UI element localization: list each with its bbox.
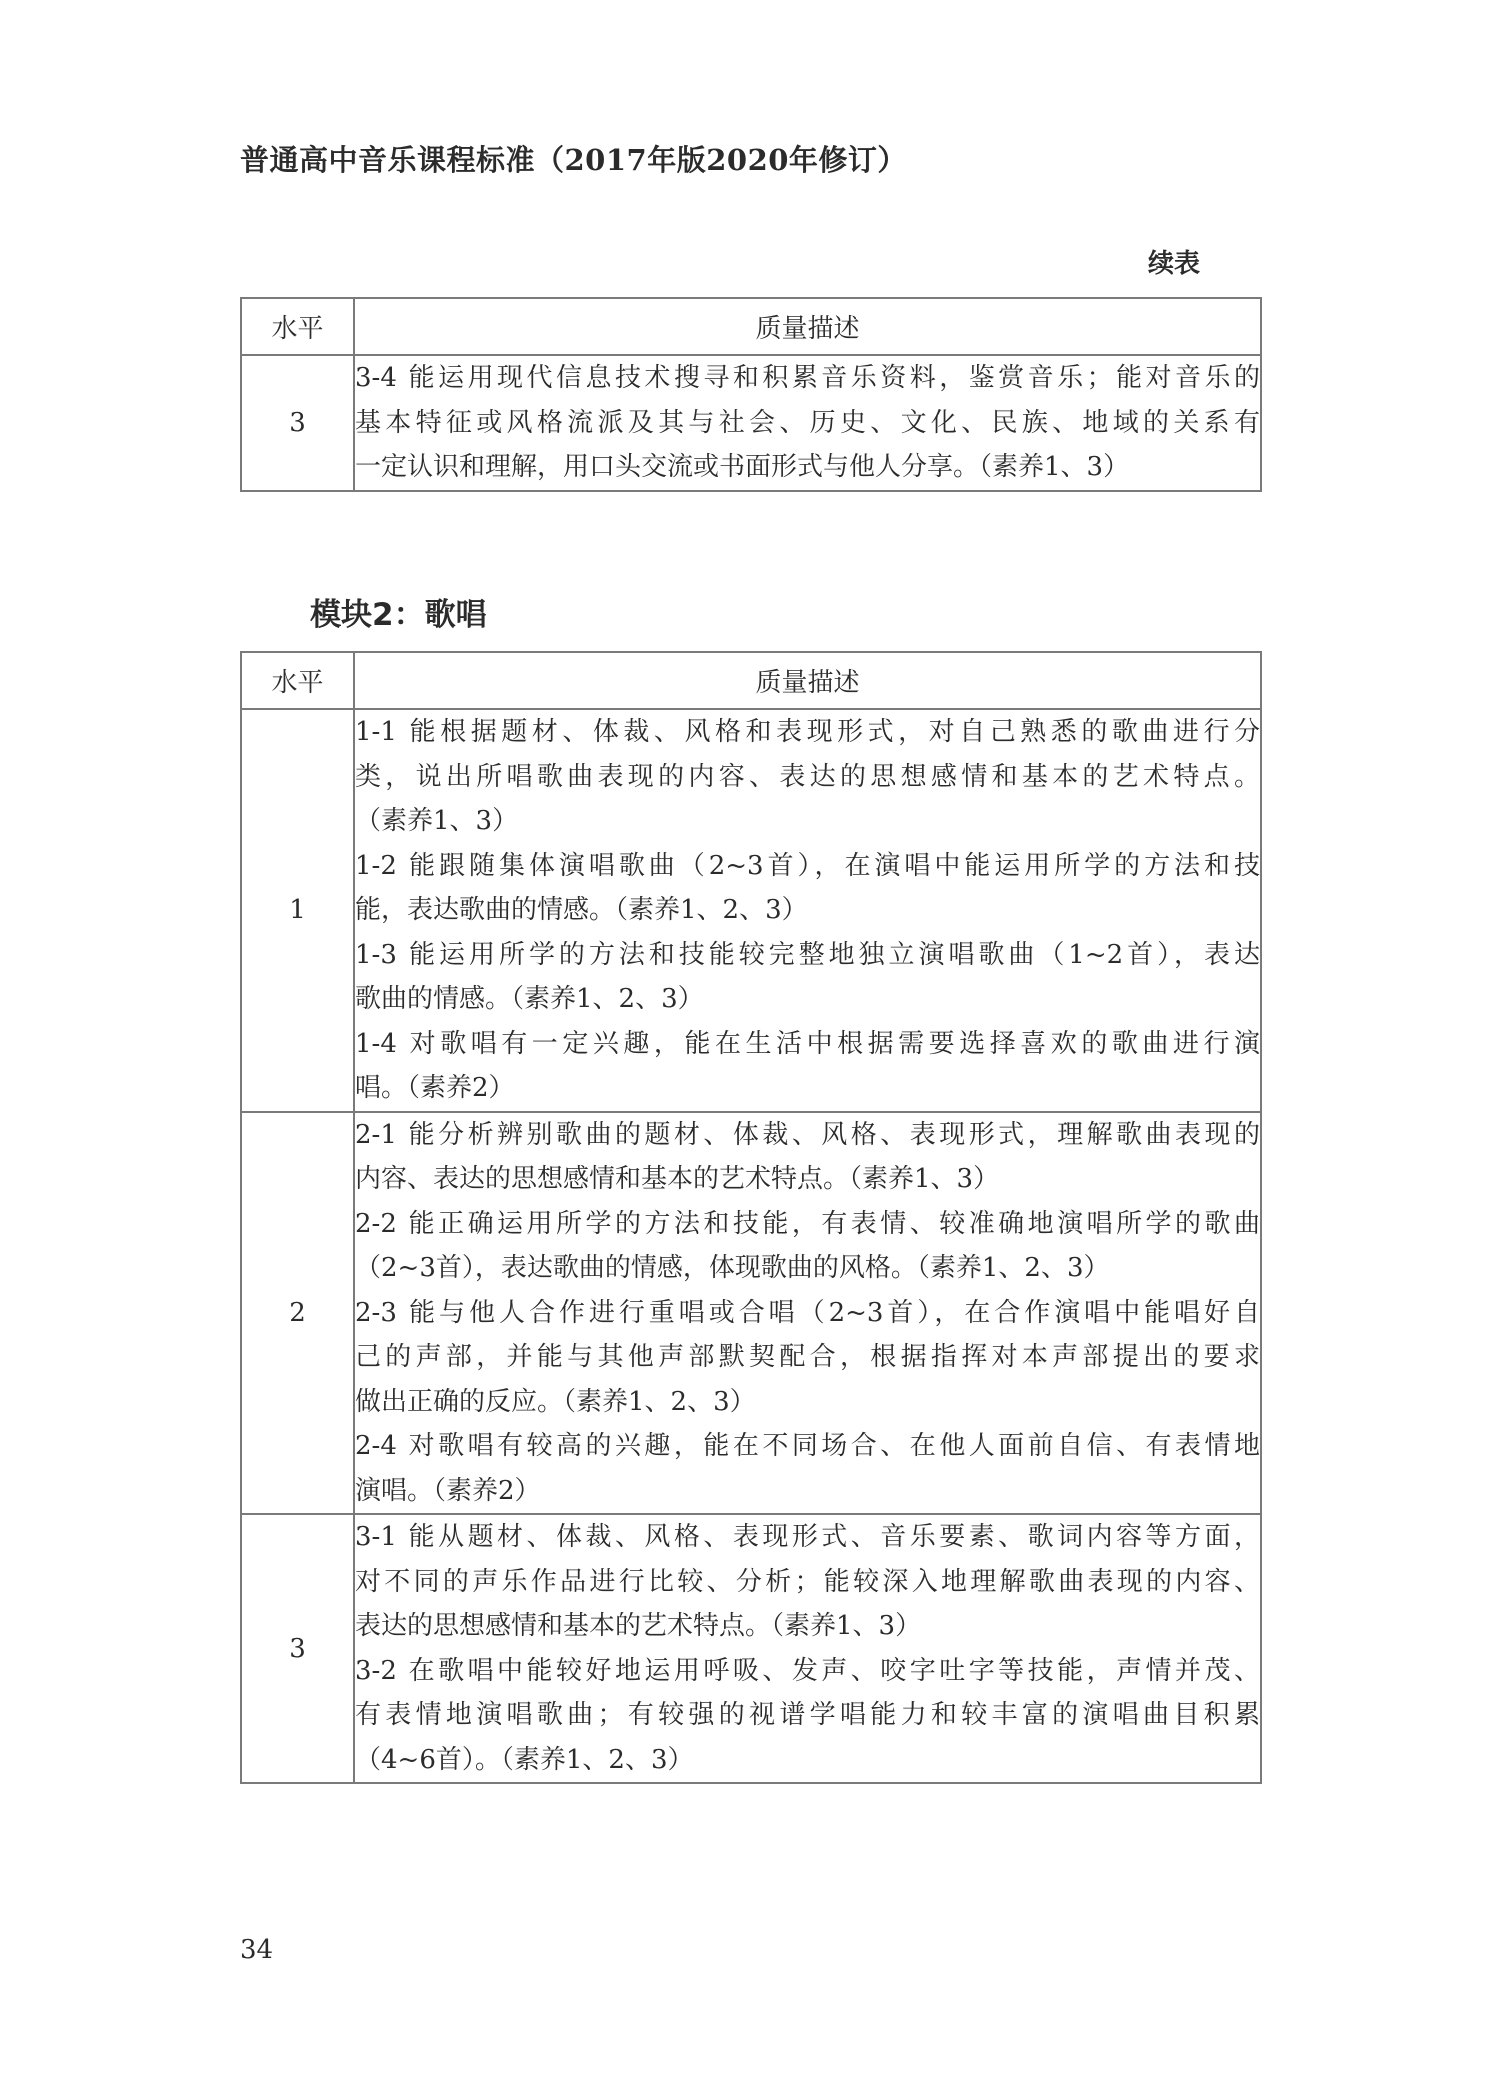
level-cell: 3 bbox=[241, 1514, 354, 1783]
description-line: 做出正确的反应。（素养1、2、3） bbox=[355, 1386, 756, 1417]
header-description: 质量描述 bbox=[354, 298, 1261, 355]
section-title: 模块2：歌唱 bbox=[310, 597, 487, 633]
description-line: 1-3 能运用所学的方法和技能较完整地独立演唱歌曲（1~2首），表达 bbox=[355, 939, 1260, 970]
description-line: 3-1 能从题材、体裁、风格、表现形式、音乐要素、歌词内容等方面， bbox=[355, 1522, 1260, 1552]
description-line: 己的声部，并能与其他声部默契配合，根据指挥对本声部提出的要求 bbox=[355, 1342, 1260, 1372]
description-cell bbox=[354, 1514, 1261, 1783]
quality-table-continued bbox=[240, 297, 1262, 492]
description-line: （2~3首），表达歌曲的情感，体现歌曲的风格。（素养1、2、3） bbox=[355, 1253, 1110, 1283]
description-line: 3-2 在歌唱中能较好地运用呼吸、发声、咬字吐字等技能，声情并茂、 bbox=[355, 1655, 1260, 1686]
level-cell: 3 bbox=[241, 355, 354, 491]
running-header-title: 普通高中音乐课程标准（2017年版2020年修订） bbox=[240, 143, 907, 177]
description-line: 1-2 能跟随集体演唱歌曲（2~3首），在演唱中能运用所学的方法和技 bbox=[355, 850, 1260, 881]
table-header-row bbox=[241, 652, 1261, 709]
table-header-row bbox=[241, 298, 1261, 355]
header-level: 水平 bbox=[241, 298, 354, 355]
description-cell bbox=[354, 1112, 1261, 1515]
description-line: 对不同的声乐作品进行比较、分析；能较深入地理解歌曲表现的内容、 bbox=[355, 1566, 1260, 1597]
description-line: 2-1 能分析辨别歌曲的题材、体裁、风格、表现形式，理解歌曲表现的 bbox=[355, 1119, 1260, 1150]
description-line: 基本特征或风格流派及其与社会、历史、文化、民族、地域的关系有 bbox=[355, 407, 1260, 438]
description-line: 2-4 对歌唱有较高的兴趣，能在不同场合、在他人面前自信、有表情地 bbox=[355, 1431, 1260, 1461]
continued-table-label: 续表 bbox=[1148, 249, 1201, 279]
header-level: 水平 bbox=[241, 652, 354, 709]
table-row bbox=[241, 1112, 1261, 1515]
description-line: 2-2 能正确运用所学的方法和技能，有表情、较准确地演唱所学的歌曲 bbox=[355, 1208, 1260, 1239]
level-cell: 2 bbox=[241, 1112, 354, 1515]
header-description: 质量描述 bbox=[354, 652, 1261, 709]
description-line: （素养1、3） bbox=[355, 806, 519, 836]
description-line: 2-3 能与他人合作进行重唱或合唱（2~3首），在合作演唱中能唱好自 bbox=[355, 1297, 1260, 1328]
description-cell bbox=[354, 709, 1261, 1112]
description-line: 歌曲的情感。（素养1、2、3） bbox=[355, 984, 704, 1014]
description-line: 唱。（素养2） bbox=[355, 1073, 515, 1103]
description-line: 一定认识和理解，用口头交流或书面形式与他人分享。（素养1、3） bbox=[355, 452, 1130, 482]
description-cell bbox=[354, 355, 1261, 491]
description-line: 3-4 能运用现代信息技术搜寻和积累音乐资料，鉴赏音乐；能对音乐的 bbox=[355, 363, 1260, 393]
description-line: 表达的思想感情和基本的艺术特点。（素养1、3） bbox=[355, 1611, 922, 1641]
description-line: 1-1 能根据题材、体裁、风格和表现形式，对自己熟悉的歌曲进行分 bbox=[355, 717, 1260, 747]
page-number: 34 bbox=[240, 1935, 274, 1965]
description-line: 类，说出所唱歌曲表现的内容、表达的思想感情和基本的艺术特点。 bbox=[355, 761, 1260, 792]
table-row bbox=[241, 355, 1261, 491]
table-row bbox=[241, 709, 1261, 1112]
description-line: （4~6首）。（素养1、2、3） bbox=[355, 1744, 694, 1775]
description-line: 内容、表达的思想感情和基本的艺术特点。（素养1、3） bbox=[355, 1164, 1000, 1194]
quality-table-singing bbox=[240, 651, 1262, 1784]
description-line: 能，表达歌曲的情感。（素养1、2、3） bbox=[355, 895, 808, 925]
description-line: 演唱。（素养2） bbox=[355, 1475, 541, 1506]
table-row bbox=[241, 1514, 1261, 1783]
description-line: 1-4 对歌唱有一定兴趣，能在生活中根据需要选择喜欢的歌曲进行演 bbox=[355, 1028, 1260, 1059]
description-line: 有表情地演唱歌曲；有较强的视谱学唱能力和较丰富的演唱曲目积累 bbox=[355, 1700, 1260, 1730]
level-cell: 1 bbox=[241, 709, 354, 1112]
